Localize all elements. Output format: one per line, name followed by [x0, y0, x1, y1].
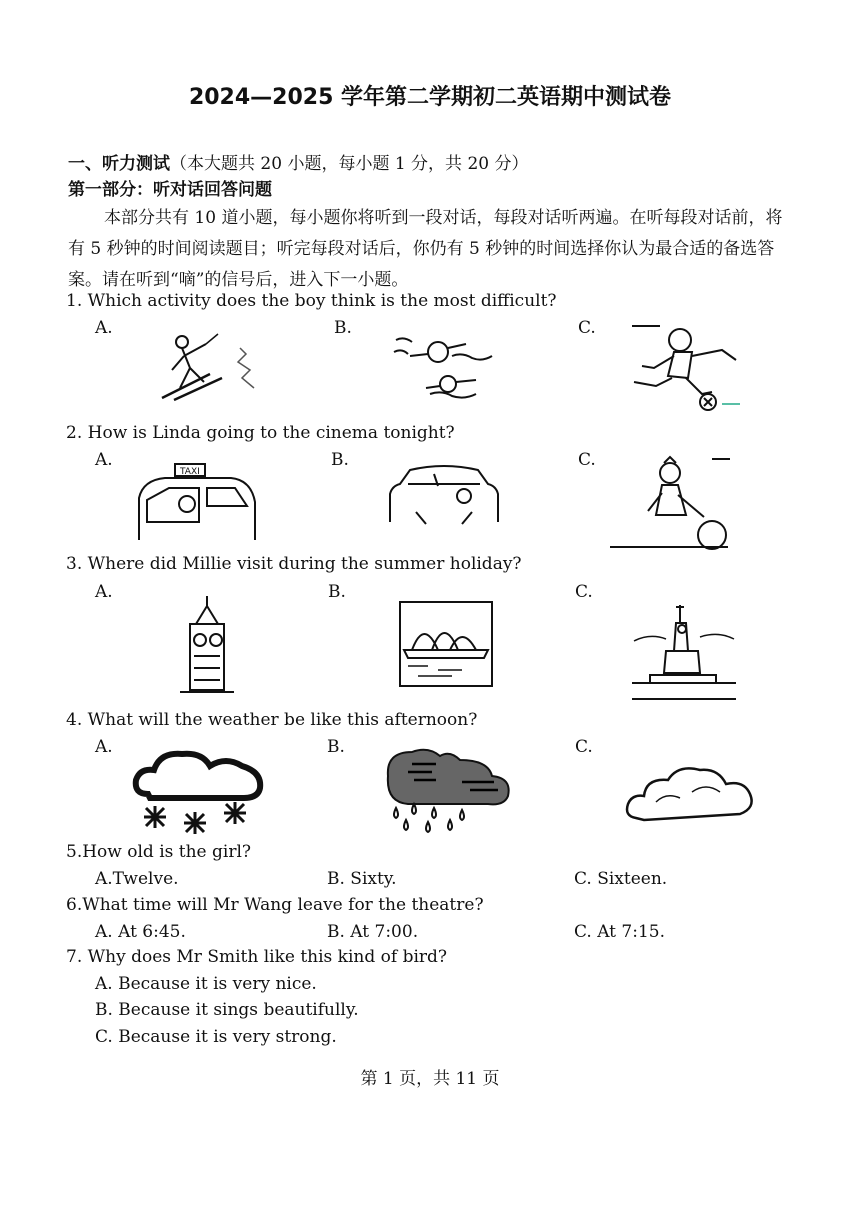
rainy-icon [378, 746, 512, 836]
snowy-icon [130, 748, 266, 834]
taxi-icon [135, 462, 259, 542]
question-4 [66, 710, 477, 730]
option-label: B. [334, 318, 352, 338]
cloudy-icon [622, 762, 756, 828]
answer-option: B. At 7:00. [327, 922, 419, 942]
question-number: 6. [66, 895, 83, 915]
question-text: Where did Millie visit during the summer holiday? [87, 554, 522, 574]
section-heading-line [68, 152, 529, 176]
section-heading: 一、听力测试 [68, 154, 170, 174]
question-number: 2. [66, 423, 83, 443]
question-1 [66, 291, 557, 311]
option-label: C. [578, 318, 596, 338]
skiing-icon [160, 330, 270, 405]
option-label: A. [95, 737, 113, 757]
question-number: 4. [66, 710, 83, 730]
question-6 [66, 895, 484, 915]
option-label: B. [327, 737, 345, 757]
question-text: How is Linda going to the cinema tonight? [87, 423, 455, 443]
question-text: Why does Mr Smith like this kind of bird? [87, 947, 448, 967]
question-number: 7. [66, 947, 83, 967]
answer-option: B. Sixty. [327, 869, 397, 889]
question-3 [66, 554, 522, 574]
swimming-icon [390, 332, 500, 404]
question-number: 5. [66, 842, 83, 862]
exam-title: 2024—2025 学年第二学期初二英语期中测试卷 [188, 85, 672, 110]
answer-option: C. Sixteen. [574, 869, 668, 889]
svg-text:TAXI: TAXI [180, 467, 200, 477]
answer-option: C. Because it is very strong. [95, 1027, 337, 1047]
car-icon [386, 462, 502, 526]
answer-option: A. At 6:45. [95, 922, 186, 942]
football-icon [630, 322, 750, 414]
option-label: B. [328, 582, 346, 602]
part-heading: 第一部分：听对话回答问题 [68, 180, 272, 200]
question-number: 1. [66, 291, 83, 311]
sydney-opera-house-icon [398, 600, 494, 688]
question-7 [66, 947, 447, 967]
option-label: A. [95, 582, 113, 602]
big-ben-icon [172, 594, 242, 694]
question-text: What time will Mr Wang leave for the theatre? [82, 895, 484, 915]
bicycle-icon [608, 455, 732, 551]
question-text: Which activity does the boy think is the most difficult? [87, 291, 557, 311]
answer-option: A.Twelve. [95, 869, 179, 889]
option-label: C. [575, 582, 593, 602]
option-label: A. [95, 318, 113, 338]
instructions-paragraph: 本部分共有 10 道小题，每小题你将听到一段对话，每段对话听两遍。在听每段对话前，将有 5 秒钟的时间阅读题目；听完每段对话后，你仍有 5 秒钟的时间选择你认为最合适的备选答案。请在听到“嘀”的信号后，进入下一小题。 [68, 208, 783, 290]
option-label: A. [95, 450, 113, 470]
question-2 [66, 423, 455, 443]
question-text: What will the weather be like this afternoon? [87, 710, 478, 730]
option-label: C. [575, 737, 593, 757]
statue-of-liberty-icon [630, 603, 738, 703]
answer-option: C. At 7:15. [574, 922, 666, 942]
section-note: （本大题共 20 小题，每小题 1 分，共 20 分） [170, 154, 529, 174]
page-footer: 第 1 页，共 11 页 [360, 1069, 500, 1089]
option-label: B. [331, 450, 349, 470]
answer-option: A. Because it is very nice. [95, 974, 317, 994]
question-number: 3. [66, 554, 83, 574]
answer-option: B. Because it sings beautifully. [95, 1000, 359, 1020]
question-text: How old is the girl? [82, 842, 252, 862]
question-5 [66, 842, 251, 862]
option-label: C. [578, 450, 596, 470]
